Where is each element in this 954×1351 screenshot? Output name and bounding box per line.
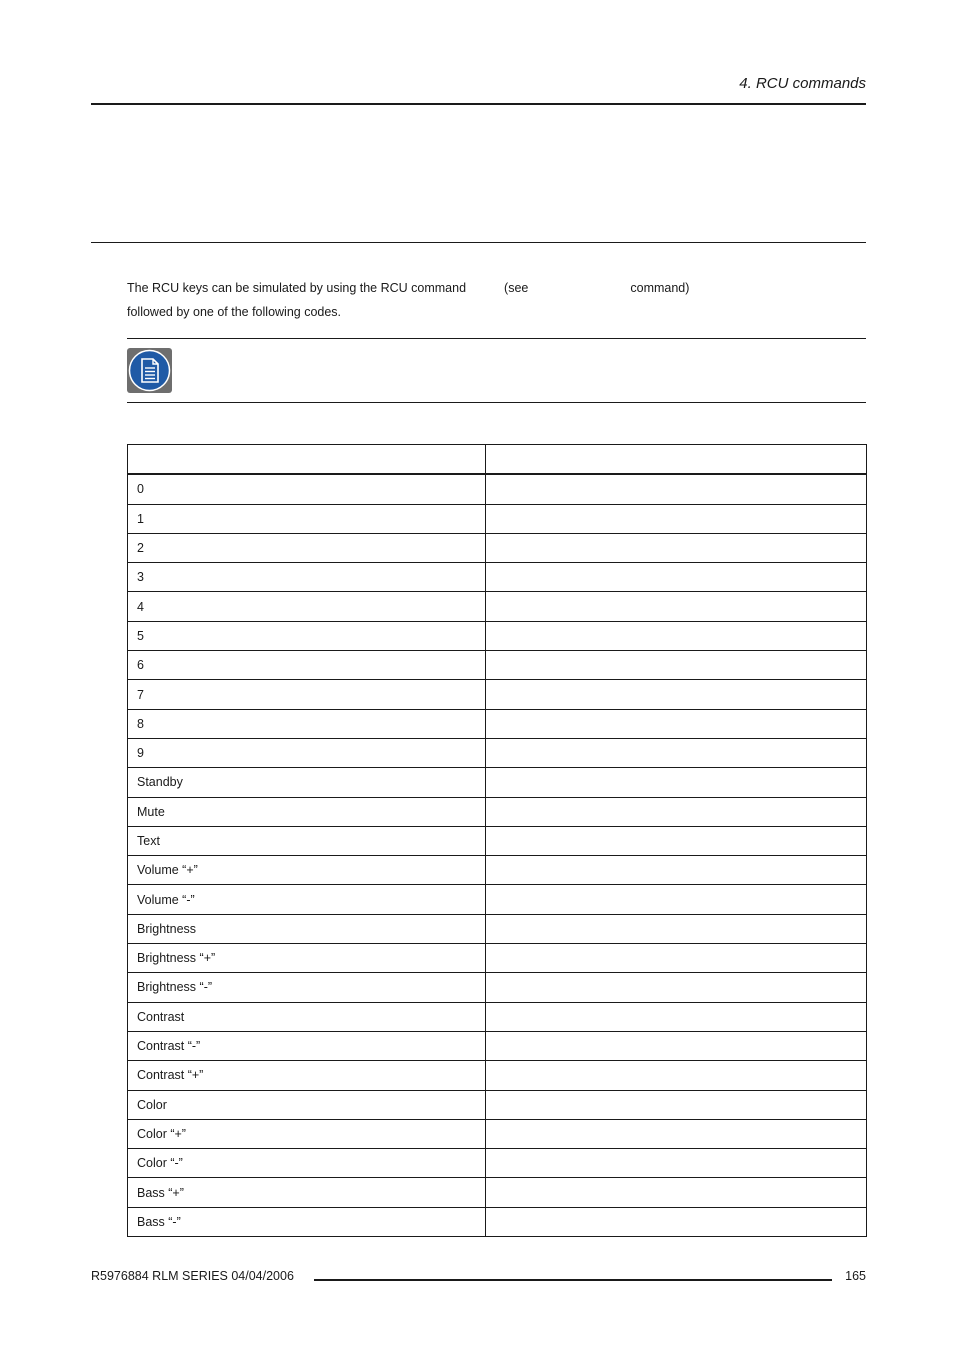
rcu-key-cell: 3 xyxy=(128,563,486,592)
table-row xyxy=(128,651,867,680)
rcu-code-cell xyxy=(486,592,867,621)
rcu-code-cell xyxy=(486,1178,867,1207)
rcu-code-cell xyxy=(486,738,867,767)
header-divider xyxy=(91,103,866,105)
rcu-key-cell: Standby xyxy=(128,768,486,797)
rcu-code-cell xyxy=(486,563,867,592)
rcu-key-cell: 4 xyxy=(128,592,486,621)
rcu-key-cell: Color “+” xyxy=(128,1119,486,1148)
rcu-key-cell: Contrast “-” xyxy=(128,1031,486,1060)
rcu-code-cell xyxy=(486,709,867,738)
rcu-code-cell xyxy=(486,1031,867,1060)
table-row xyxy=(128,914,867,943)
rcu-key-cell: Mute xyxy=(128,797,486,826)
page-number: 165 xyxy=(845,1269,866,1283)
note-divider-bottom xyxy=(127,402,866,403)
table-row xyxy=(128,680,867,709)
rcu-key-cell: 5 xyxy=(128,621,486,650)
rcu-code-cell xyxy=(486,1149,867,1178)
rcu-code-cell xyxy=(486,1061,867,1090)
table-row xyxy=(128,1031,867,1060)
chapter-title: 4. RCU commands xyxy=(739,75,866,92)
rcu-key-cell: Text xyxy=(128,826,486,855)
rcu-key-cell: Brightness xyxy=(128,914,486,943)
intro-paragraph xyxy=(127,276,827,324)
footer-doc-info: R5976884 RLM SERIES 04/04/2006 xyxy=(91,1269,294,1283)
table-row xyxy=(128,973,867,1002)
rcu-code-cell xyxy=(486,973,867,1002)
table-row xyxy=(128,1149,867,1178)
rcu-code-cell xyxy=(486,1207,867,1236)
rcu-code-cell xyxy=(486,885,867,914)
rcu-key-cell: Bass “-” xyxy=(128,1207,486,1236)
rcu-code-cell xyxy=(486,826,867,855)
column-header-code xyxy=(486,445,867,475)
footer-divider xyxy=(314,1279,832,1281)
table-row xyxy=(128,826,867,855)
table-row xyxy=(128,504,867,533)
table-row xyxy=(128,563,867,592)
rcu-code-cell xyxy=(486,621,867,650)
rcu-code-cell xyxy=(486,533,867,562)
rcu-key-cell: 1 xyxy=(128,504,486,533)
column-header-key xyxy=(128,445,486,475)
rcu-code-cell xyxy=(486,1002,867,1031)
rcu-key-cell: 6 xyxy=(128,651,486,680)
rcu-key-cell: 9 xyxy=(128,738,486,767)
table-row xyxy=(128,738,867,767)
rcu-key-cell: Color xyxy=(128,1090,486,1119)
table-row xyxy=(128,474,867,504)
rcu-code-cell xyxy=(486,768,867,797)
rcu-key-cell: Bass “+” xyxy=(128,1178,486,1207)
table-row xyxy=(128,1061,867,1090)
rcu-code-cell xyxy=(486,797,867,826)
table-row xyxy=(128,592,867,621)
rcu-key-cell: Color “-” xyxy=(128,1149,486,1178)
rcu-code-cell xyxy=(486,944,867,973)
table-row xyxy=(128,621,867,650)
rcu-code-cell xyxy=(486,1119,867,1148)
table-row xyxy=(128,1090,867,1119)
rcu-key-cell: Brightness “+” xyxy=(128,944,486,973)
table-row xyxy=(128,885,867,914)
rcu-key-cell: 7 xyxy=(128,680,486,709)
table-row xyxy=(128,533,867,562)
rcu-code-cell xyxy=(486,1090,867,1119)
rcu-code-cell xyxy=(486,680,867,709)
table-header-row xyxy=(128,445,867,475)
note-document-icon xyxy=(127,348,172,393)
rcu-code-cell xyxy=(486,651,867,680)
rcu-code-cell xyxy=(486,474,867,504)
table-row xyxy=(128,797,867,826)
section-divider xyxy=(91,242,866,243)
rcu-key-cell: 0 xyxy=(128,474,486,504)
table-row xyxy=(128,1207,867,1236)
intro-text-line2: followed by one of the following codes. xyxy=(127,305,342,319)
rcu-code-cell xyxy=(486,856,867,885)
rcu-key-cell: Volume “+” xyxy=(128,856,486,885)
table-row xyxy=(128,768,867,797)
intro-text-part2: (see xyxy=(504,281,529,295)
rcu-key-cell: Contrast xyxy=(128,1002,486,1031)
rcu-key-cell: Volume “-” xyxy=(128,885,486,914)
table-row xyxy=(128,856,867,885)
rcu-code-cell xyxy=(486,504,867,533)
table-row xyxy=(128,1002,867,1031)
note-divider-top xyxy=(127,338,866,339)
table-row xyxy=(128,1178,867,1207)
table-row xyxy=(128,944,867,973)
rcu-key-cell: 8 xyxy=(128,709,486,738)
table-row xyxy=(128,709,867,738)
rcu-key-cell: Brightness “-” xyxy=(128,973,486,1002)
rcu-key-cell: Contrast “+” xyxy=(128,1061,486,1090)
table-row xyxy=(128,1119,867,1148)
rcu-codes-table xyxy=(127,444,867,1237)
rcu-key-cell: 2 xyxy=(128,533,486,562)
intro-text-part1: The RCU keys can be simulated by using the RCU command xyxy=(127,281,467,295)
intro-text-part3: command) xyxy=(630,281,690,295)
rcu-code-cell xyxy=(486,914,867,943)
